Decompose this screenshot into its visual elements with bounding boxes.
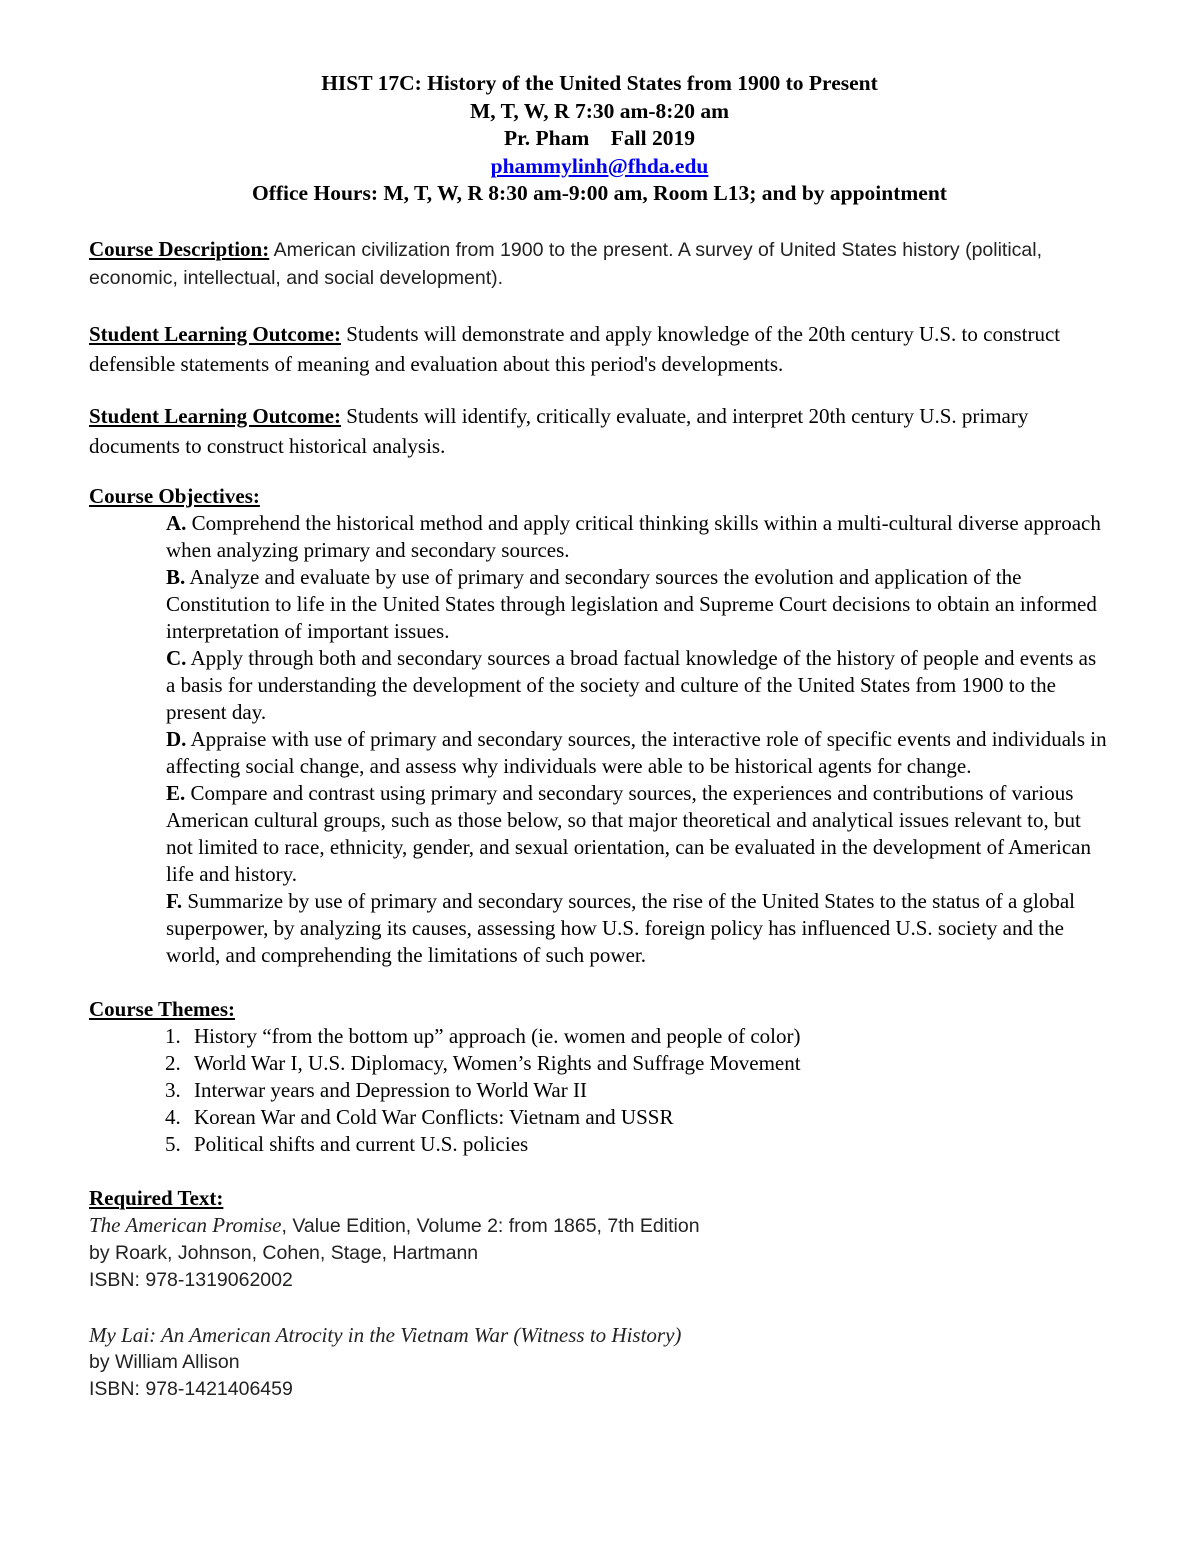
theme-number: 5.	[165, 1131, 181, 1156]
book-1	[89, 1212, 1110, 1294]
objective-item	[166, 888, 1110, 969]
objective-text: Appraise with use of primary and secondary sources, the interactive role of specific events and individuals in affecting social change, and assess why individuals were able to be historical agents for change.	[166, 726, 1107, 778]
theme-number: 4.	[165, 1104, 181, 1129]
objective-text: Compare and contrast using primary and secondary sources, the experiences and contributions of various American cultural groups, such as those below, so that major theoretical and analytical issues relevant to, but not limited to race, ethnicity, gender, and sexual orientation, can be evaluated in the development of American life and history.	[166, 780, 1091, 886]
book-2-title: My Lai: An American Atrocity in the Vietnam War (Witness to History)	[89, 1322, 682, 1347]
objective-item	[166, 510, 1110, 564]
course-objectives-section	[89, 483, 1110, 969]
course-themes-label: Course Themes:	[89, 996, 236, 1021]
objective-item	[166, 726, 1110, 780]
themes-list	[165, 1023, 1110, 1158]
theme-item	[165, 1050, 1110, 1077]
course-description-text: American civilization from 1900 to the present. A survey of United States history (political, economic, intellectual, and social development).	[89, 238, 1043, 289]
slo-1-text: Students will demonstrate and apply knowledge of the 20th century U.S. to construct defensible statements of meaning and evaluation about this period's developments.	[89, 321, 1061, 376]
objective-text: Apply through both and secondary sources a broad factual knowledge of the history of people and events as a basis for understanding the development of the society and culture of the United States from 1900 to the present day.	[166, 645, 1097, 724]
theme-text: History “from the bottom up” approach (ie. women and people of color)	[194, 1023, 801, 1048]
objective-letter: A.	[166, 510, 187, 535]
theme-number: 3.	[165, 1077, 181, 1102]
instructor-term: Pr. Pham Fall 2019	[504, 126, 695, 150]
student-learning-outcome-2	[89, 401, 1110, 461]
book-1-title-line	[89, 1212, 1110, 1240]
book-2	[89, 1322, 1110, 1403]
theme-item	[165, 1131, 1110, 1158]
course-themes-section	[89, 996, 1110, 1158]
book-2-isbn: ISBN: 978-1421406459	[89, 1377, 293, 1400]
required-text-section	[89, 1185, 1110, 1403]
objective-letter: D.	[166, 726, 187, 751]
theme-item	[165, 1023, 1110, 1050]
book-1-authors: by Roark, Johnson, Cohen, Stage, Hartmann	[89, 1241, 479, 1264]
objectives-list	[166, 510, 1110, 969]
objective-letter: C.	[166, 645, 187, 670]
course-title: HIST 17C: History of the United States from 1900 to Present	[321, 71, 878, 95]
course-objectives-label: Course Objectives:	[89, 483, 260, 508]
objective-item	[166, 645, 1110, 726]
book-2-authors: by William Allison	[89, 1350, 240, 1373]
book-1-title: The American Promise	[89, 1212, 282, 1237]
book-1-isbn: ISBN: 978-1319062002	[89, 1268, 293, 1291]
slo-1-label: Student Learning Outcome:	[89, 321, 341, 346]
syllabus-header	[89, 70, 1110, 208]
objective-item	[166, 780, 1110, 888]
theme-item	[165, 1104, 1110, 1131]
theme-number: 2.	[165, 1050, 181, 1075]
theme-item	[165, 1077, 1110, 1104]
objective-text: Summarize by use of primary and secondary sources, the rise of the United States to the status of a global superpower, by analyzing its causes, assessing how U.S. foreign policy has influenced U.S. society and the world, and comprehending the limitations of such power.	[166, 888, 1076, 967]
objective-letter: B.	[166, 564, 186, 589]
class-schedule: M, T, W, R 7:30 am-8:20 am	[470, 98, 729, 123]
theme-text: World War I, U.S. Diplomacy, Women’s Rights and Suffrage Movement	[194, 1050, 801, 1075]
theme-number: 1.	[165, 1023, 181, 1048]
office-hours: Office Hours: M, T, W, R 8:30 am-9:00 am, Room L13; and by appointment	[252, 181, 947, 205]
book-1-edition: , Value Edition, Volume 2: from 1865, 7th Edition	[281, 1214, 700, 1237]
objective-text: Analyze and evaluate by use of primary and secondary sources the evolution and application of the Constitution to life in the United States through legislation and Supreme Court decisions to obtain an informed interpretation of important issues.	[166, 564, 1097, 643]
theme-text: Interwar years and Depression to World War II	[194, 1077, 587, 1102]
objective-letter: E.	[166, 780, 186, 805]
required-text-label: Required Text:	[89, 1185, 224, 1210]
student-learning-outcome-1	[89, 319, 1110, 379]
objective-item	[166, 564, 1110, 645]
course-description-label: Course Description:	[89, 236, 270, 261]
theme-text: Korean War and Cold War Conflicts: Vietnam and USSR	[194, 1104, 674, 1129]
slo-2-text: Students will identify, critically evaluate, and interpret 20th century U.S. primary documents to construct historical analysis.	[89, 403, 1029, 458]
objective-text: Comprehend the historical method and apply critical thinking skills within a multi-cultural diverse approach when analyzing primary and secondary sources.	[166, 510, 1101, 562]
theme-text: Political shifts and current U.S. policies	[194, 1131, 529, 1156]
slo-2-label: Student Learning Outcome:	[89, 403, 341, 428]
instructor-email-link[interactable]: phammylinh@fhda.edu	[490, 153, 709, 178]
objective-letter: F.	[166, 888, 183, 913]
course-description	[89, 236, 1110, 292]
